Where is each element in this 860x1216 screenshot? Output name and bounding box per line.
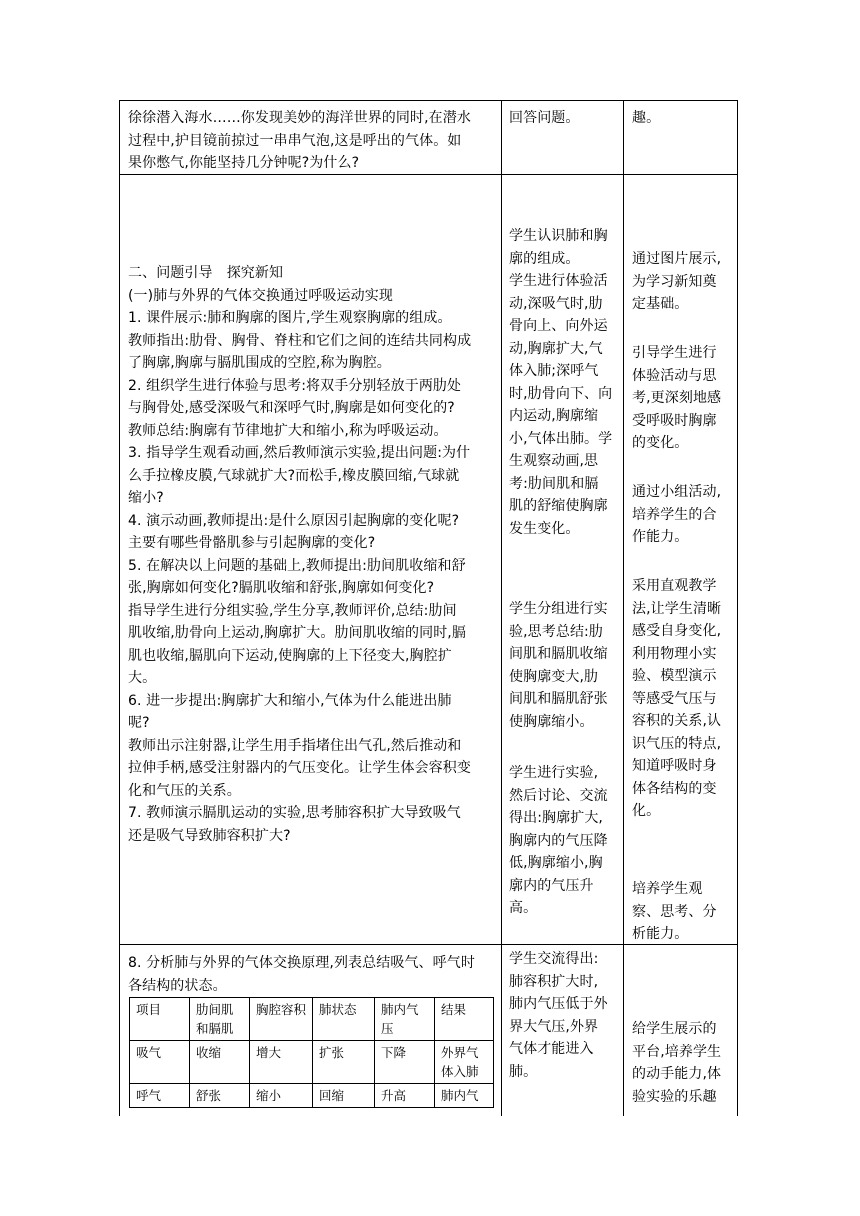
table-border-left — [119, 100, 120, 1116]
row3-intent-cell: 给学生展示的 平台,培养学生 的动手能力,体 验实验的乐趣 — [632, 1021, 722, 1105]
row3-student-cell: 学生交流得出: 肺容积扩大时, 肺内气压低于外 界大气压,外界 气体才能进入 肺。 — [509, 951, 608, 1080]
table-col-divider-1 — [501, 100, 502, 1116]
table-cell: 升高 — [375, 1084, 435, 1108]
row1-intent-cell: 趣。 — [632, 110, 661, 126]
row1-content-cell: 徐徐潜入海水……你发现美妙的海洋世界的同时,在潜水 过程中,护目镜前掠过一串串气泡,这是呼出的气体。如 果你憋气,你能坚持几分钟呢?为什么? — [128, 110, 471, 171]
table-cell: 外界气体入肺 — [435, 1041, 494, 1084]
table-cell: 吸气 — [130, 1041, 190, 1084]
table-cell: 回缩 — [313, 1084, 375, 1108]
table-cell: 呼气 — [130, 1084, 190, 1108]
header-cell: 肋间肌和膈肌 — [190, 998, 250, 1041]
row2-student-block-3: 学生进行实验, 然后讨论、交流 得出:胸廓扩大, 胸廓内的气压降 低,胸廓缩小,胸 廓内的气压升 高。 — [509, 765, 608, 916]
row2-intent-block-1: 通过图片展示, 为学习新知奠 定基础。 — [632, 251, 722, 312]
row2-intent-block-3: 通过小组活动, 培养学生的合 作能力。 — [632, 484, 722, 545]
row3-content-cell: 8. 分析肺与外界的气体交换原理,列表总结吸气、呼气时 各结构的状态。 — [128, 955, 475, 994]
summary-row-exhale — [130, 1084, 494, 1108]
row2-student-block-2: 学生分组进行实 验,思考总结:肋 间肌和膈肌收缩 使胸廓变大,肋 间肌和膈肌舒张 使胸廓缩小。 — [509, 601, 608, 730]
row2-intent-block-4: 采用直观教学 法,让学生清晰 感受自身变化, 利用物理小实 验、模型演示 等感受气压与 容积的关系,认 识气压的特点, 知道呼吸时身 体各结构的变 化。 — [632, 578, 722, 819]
table-col-divider-2 — [623, 100, 624, 1116]
header-cell: 项目 — [130, 998, 190, 1041]
row1-student-cell: 回答问题。 — [509, 110, 580, 126]
header-cell: 肺状态 — [313, 998, 375, 1041]
header-cell: 结果 — [435, 998, 494, 1041]
summary-header-row — [130, 998, 494, 1041]
header-cell: 肺内气压 — [375, 998, 435, 1041]
row2-student-block-1: 学生认识肺和胸 廓的组成。 学生进行体验活 动,深吸气时,肋 骨向上、向外运 动,胸廓扩大,气 体入肺;深呼气 时,肋骨向下、向 内运动,胸廓缩 小,气体出肺。学 生观察动画,思 考:肋间肌和膈 肌的舒缩使胸廓 发生变化。 — [509, 228, 613, 537]
table-cell: 下降 — [375, 1041, 435, 1084]
table-cell: 扩张 — [313, 1041, 375, 1084]
table-cell: 缩小 — [250, 1084, 313, 1108]
header-cell: 胸腔容积 — [250, 998, 313, 1041]
table-cell: 肺内气 — [435, 1084, 494, 1108]
row2-intent-block-5: 培养学生观 察、思考、分 析能力。 — [632, 881, 717, 942]
summary-row-inhale — [130, 1041, 494, 1084]
table-cell: 增大 — [250, 1041, 313, 1084]
row2-intent-block-2: 引导学生进行 体验活动与思 考,更深刻地感 受呼吸时胸廓 的变化。 — [632, 345, 722, 451]
breathing-summary-table — [129, 997, 494, 1108]
table-border-top — [119, 100, 738, 101]
table-cell: 舒张 — [190, 1084, 250, 1108]
table-border-right — [737, 100, 738, 1116]
table-cell: 收缩 — [190, 1041, 250, 1084]
row2-content-cell: 二、问题引导 探究新知 (一)肺与外界的气体交换通过呼吸运动实现 1. 课件展示:肺和胸廓的图片,学生观察胸廓的组成。 教师指出:肋骨、胸骨、脊柱和它们之间的连结共同构成 了胸廓,胸廓与膈肌围成的空腔,称为胸腔。 2. 组织学生进行体验与思考:将双手分别轻放于两肋处 与胸骨处,感受深吸气和深呼气时,胸廓是如何变化的? 教师总结:胸廓有节律地扩大和缩小,称为呼吸运动。 3. 指导学生观看动画,然后教师演示实验,提出问题:为什 么手拉橡皮膜,气球就扩大?而松手,橡皮膜回缩,气球就 缩小? 4. 演示动画,教师提出:是什么原因引起胸廓的变化呢? 主要有哪些骨骼肌参与引起胸廓的变化? 5. 在解决以上问题的基础上,教师提出:肋间肌收缩和舒 张,胸廓如何变化?膈肌收缩和舒张,胸廓如何变化? 指导学生进行分组实验,学生分享,教师评价,总结:肋间 肌收缩,肋骨向上运动,胸廓扩大。肋间肌收缩的同时,膈 肌也收缩,膈肌向下运动,使胸廓的上下径变大,胸腔扩 大。 6. 进一步提出:胸廓扩大和缩小,气体为什么能进出肺 呢? 教师出示注射器,让学生用手指堵住出气孔,然后推动和 拉伸手柄,感受注射器内的气压变化。让学生体会容积变 化和气压的关系。 7. 教师演示膈肌运动的实验,思考肺容积扩大导致吸气 还是吸气导致肺容积扩大? — [128, 265, 472, 844]
